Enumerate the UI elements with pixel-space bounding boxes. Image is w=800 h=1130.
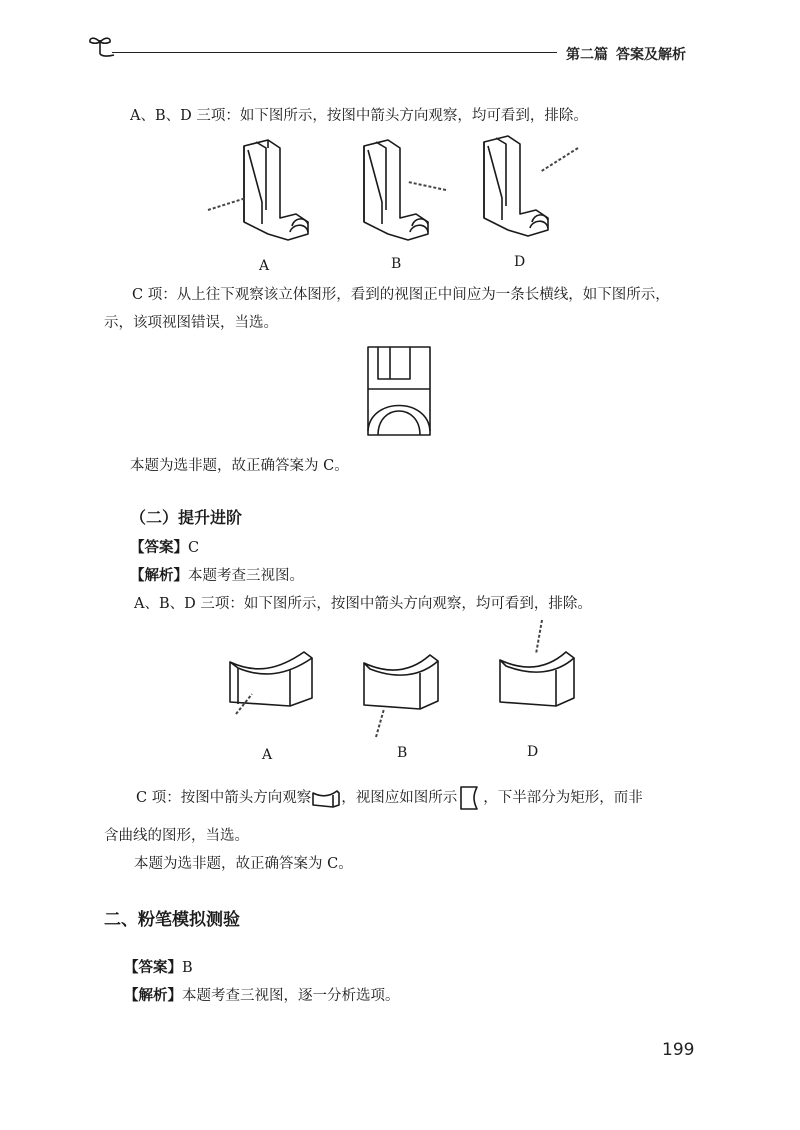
fig2-label-b: B [397,745,408,761]
view-arrow [408,182,446,190]
sprout-icon [86,30,116,60]
block1-intro: A、B、D 三项：如下图所示，按图中箭头方向观察，均可看到，排除。 [130,108,588,124]
view-arrow [376,709,384,737]
fig1-label-a: A [259,258,270,274]
figure-bracket-a [208,140,318,250]
figure-curve-b [360,643,450,738]
c-text-2: ，视图应如图所示 [341,790,458,806]
c-text-3: ，下半部分为矩形，而非 [483,790,643,806]
view-arrow [208,198,246,210]
part2-answer [124,958,193,978]
figure-bracket-b [348,140,458,250]
header-title: 答案及解析 [616,47,686,63]
answer-label: 【答案】 [130,540,188,556]
fig2-label-a: A [262,747,273,763]
answer-value: B [182,960,193,976]
inline-curved-block-icon [311,787,341,809]
answer-value: C [188,540,200,556]
fig1-label-d: D [514,254,526,270]
fig1-label-b: B [391,256,402,272]
section2-c-line2: 含曲线的图形，当选。 [104,828,249,844]
block1-c-line1: C 项：从上往下观察该立体图形，看到的视图正中间应为一条长横线，如下图所示， [132,287,670,303]
page-number: 199 [662,1040,695,1060]
analysis-label: 【解析】 [130,568,188,584]
part2-analysis [124,986,400,1006]
analysis-text: 本题考查三视图，逐一分析选项。 [182,988,400,1004]
section2-analysis [130,566,304,586]
part2-heading: 二、粉笔模拟测验 [104,910,240,930]
section2-c-line1 [136,785,643,811]
header-part: 第二篇 [566,47,608,63]
analysis-label: 【解析】 [124,988,182,1004]
section2-heading: （二）提升进阶 [130,508,243,527]
view-arrow [540,148,578,172]
figure-curve-d [496,620,586,720]
running-header [566,44,686,64]
section2-answer [130,538,199,558]
figure-curve-a [226,640,316,720]
figure-top-view [366,345,436,440]
view-arrow [536,620,542,654]
block1-conclusion: 本题为选非题，故正确答案为 C。 [130,458,349,474]
fig2-label-d: D [527,744,539,760]
section2-conclusion: 本题为选非题，故正确答案为 C。 [134,856,353,872]
c-text-1: C 项：按图中箭头方向观察 [136,790,312,806]
section2-intro: A、B、D 三项：如下图所示，按图中箭头方向观察，均可看到，排除。 [134,596,592,612]
answer-label: 【答案】 [124,960,182,976]
header-rule [112,52,557,53]
inline-front-view-icon [459,785,481,811]
figure-bracket-d [478,136,598,246]
analysis-text: 本题考查三视图。 [188,568,304,584]
block1-c-line2: 示，该项视图错误，当选。 [104,315,278,331]
